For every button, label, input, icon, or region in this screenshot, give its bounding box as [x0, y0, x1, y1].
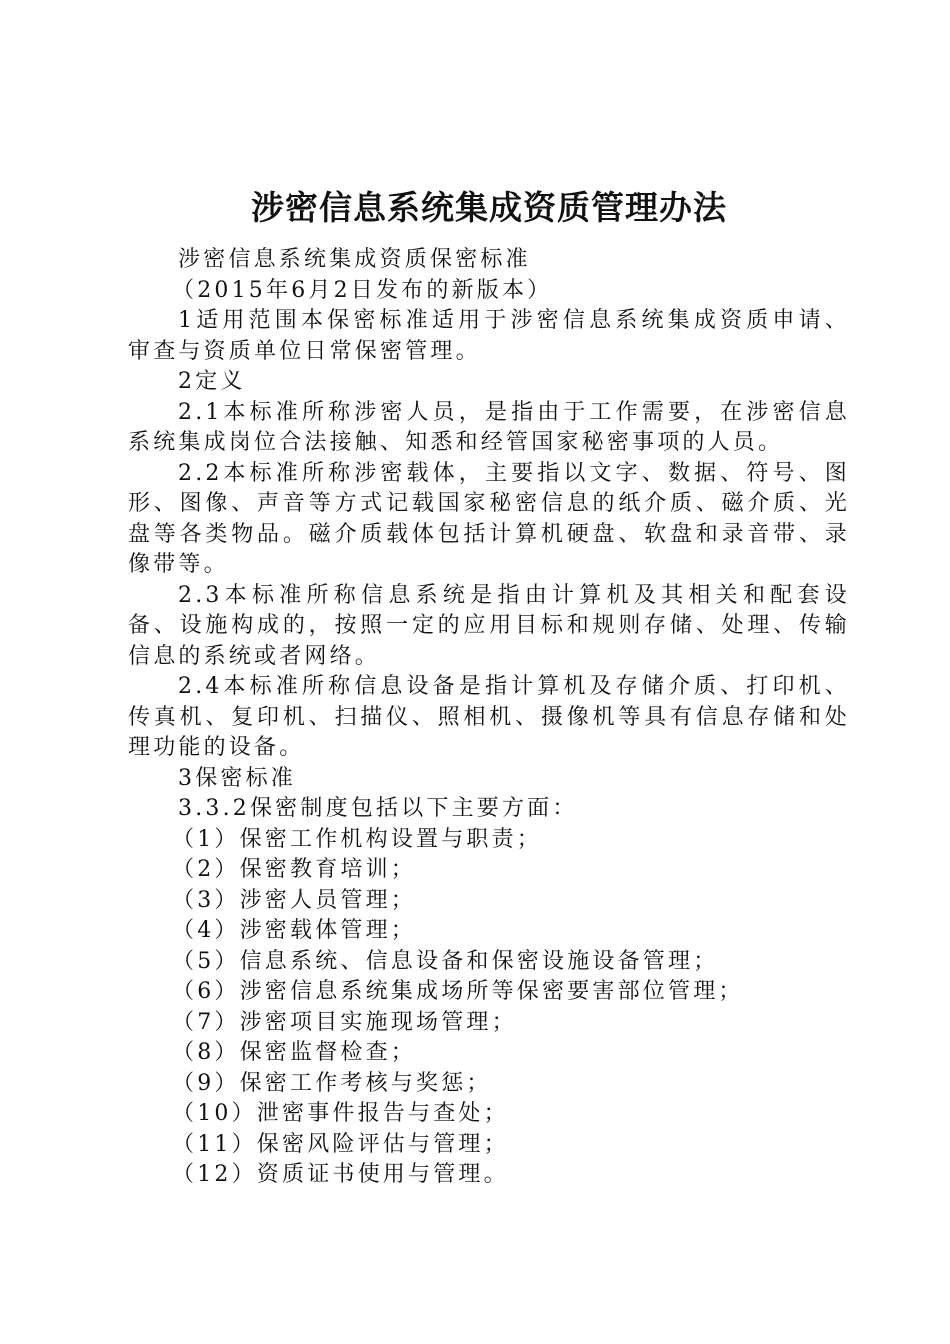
section-2-4: 2.4本标准所称信息设备是指计算机及存储介质、打印机、传真机、复印机、扫描仪、照相机、摄像机等具有信息存储和处理功能的设备。: [128, 674, 850, 760]
section-1-scope: 1适用范围本保密标准适用于涉密信息系统集成资质申请、审查与资质单位日常保密管理。: [128, 308, 850, 364]
section-2-3: 2.3本标准所称信息系统是指由计算机及其相关和配套设备、设施构成的，按照一定的应用目标和规则存储、处理、传输信息的系统或者网络。: [128, 582, 850, 669]
list-item: （2）保密教育培训；: [172, 857, 416, 882]
list-item: （3）涉密人员管理；: [172, 887, 416, 913]
section-3-heading: 3保密标准: [178, 765, 296, 791]
document-page: [128, 185, 850, 1191]
list-item: （7）涉密项目实施现场管理；: [172, 1009, 517, 1035]
list-item: （8）保密监督检查；: [172, 1040, 416, 1065]
list-item: （10）泄密事件报告与查处；: [172, 1101, 509, 1126]
section-2-1: 2.1本标准所称涉密人员，是指由于工作需要，在涉密信息系统集成岗位合法接触、知悉和经管国家秘密事项的人员。: [128, 399, 850, 455]
subtitle: 涉密信息系统集成资质保密标准: [178, 247, 531, 272]
list-item: （4）涉密载体管理；: [172, 918, 416, 943]
publish-date: （2015年6月2日发布的新版本）: [172, 277, 553, 303]
list-item: （1）保密工作机构设置与职责；: [172, 826, 542, 852]
section-2-heading: 2定义: [178, 369, 246, 394]
section-2-2: 2.2本标准所称涉密载体，主要指以文字、数据、符号、图形、图像、声音等方式记载国家秘密信息的纸介质、磁介质、光盘等各类物品。磁介质载体包括计算机硬盘、软盘和录音带、录像带等。: [128, 460, 850, 577]
list-item: （6）涉密信息系统集成场所等保密要害部位管理；: [172, 979, 744, 1004]
list-item: （11）保密风险评估与管理；: [172, 1131, 509, 1157]
list-item: （12）资质证书使用与管理。: [172, 1162, 509, 1187]
list-item: （5）信息系统、信息设备和保密设施设备管理；: [172, 948, 719, 974]
list-item: （9）保密工作考核与奖惩；: [172, 1070, 492, 1096]
section-3-3-2: 3.3.2保密制度包括以下主要方面：: [178, 796, 578, 821]
document-title: 涉密信息系统集成资质管理办法: [251, 188, 727, 227]
regulation-list: [128, 825, 850, 1191]
